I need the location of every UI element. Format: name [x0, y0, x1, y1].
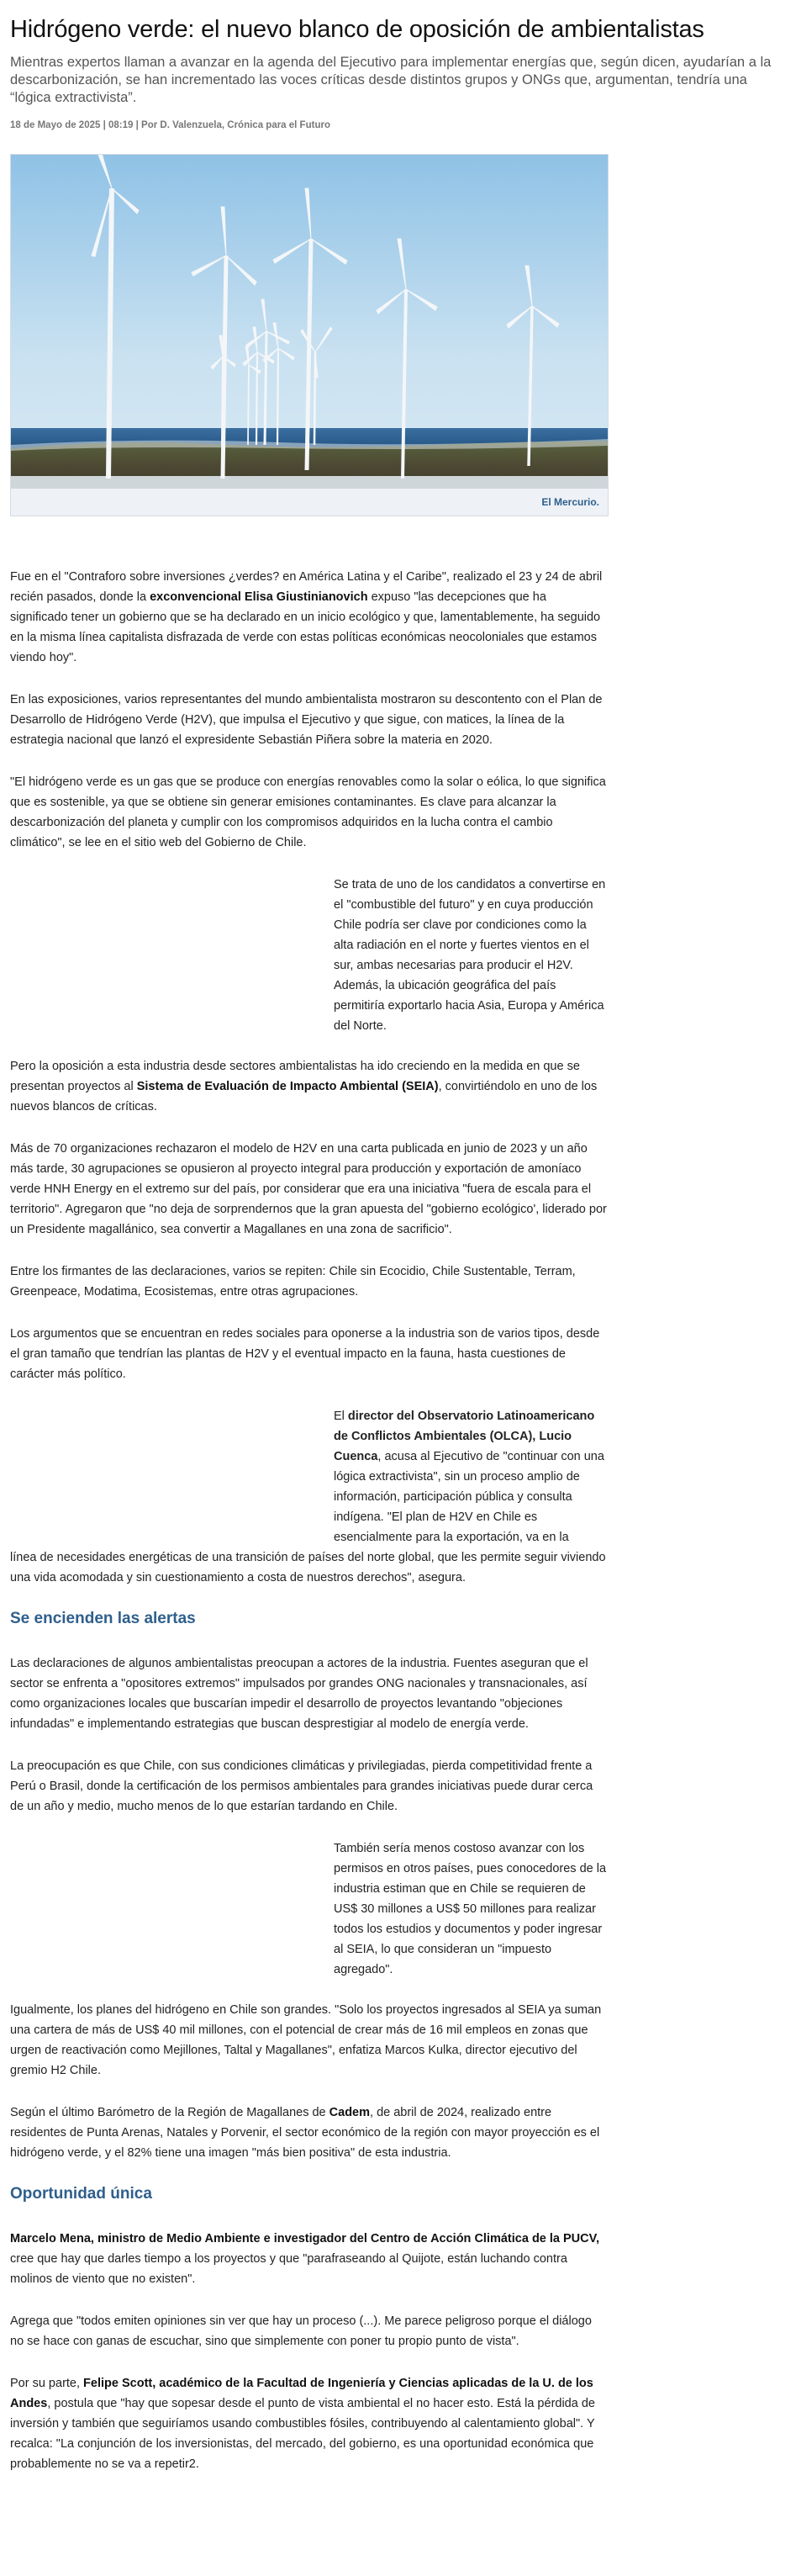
wind-farm-photo — [11, 155, 608, 489]
article-subtitle: Mientras expertos llaman a avanzar en la agenda del Ejecutivo para implementar energías que, según dicen, ayudarían a la descarbonización, se han incrementado las voces críticas desde distintos grupos y ONGs que, argumentan, tendría una “lógica extractivista”. — [10, 55, 772, 105]
paragraph: La preocupación es que Chile, con sus condiciones climáticas y privilegiadas, pierda competitividad frente a Perú o Brasil, donde la certificación de los permisos ambientales para grandes iniciativas puede durar cerca de un año y medio, mucho menos de lo que estarían tardando en Chile. — [10, 1759, 593, 1813]
paragraph: Según el último Barómetro de la Región de Magallanes de Cadem, de abril de 2024, realizado entre residentes de Punta Arenas, Natales y Porvenir, el sector económico de la región con mayor proyección es el hidrógeno verde, y el 82% tiene una imagen "más bien positiva" de esta industria. — [10, 2106, 600, 2160]
paragraph: Agrega que "todos emiten opiniones sin ver que hay un proceso (...). Me parece peligroso porque el diálogo no se hace con ganas de escuchar, sino que simplemente con poner tu propio punto de vista". — [10, 2314, 592, 2348]
section-heading: Oportunidad única — [10, 2185, 152, 2203]
paragraph: Fue en el "Contraforo sobre inversiones ¿verdes? en América Latina y el Caribe", realizado el 23 y 24 de abril recién pasados, donde la exconvencional Elisa Giustinianovich expuso "las decepciones que ha significado tener un gobierno que se ha declarado en un inicio ecológico y que, lamentablemente, ha seguido en la misma línea capitalista disfrazada de verde con estas políticas económicas neocoloniales que estamos viendo hoy". — [10, 570, 603, 664]
paragraph: Marcelo Mena, ministro de Medio Ambiente e investigador del Centro de Acción Climática de la PUCV, cree que hay que darles tiempo a los proyectos y que "parafraseando al Quijote, están luchando contra molinos de viento que no existen". — [10, 2232, 599, 2286]
paragraph: El director del Observatorio Latinoamericano de Conflictos Ambientales (OLCA), Lucio Cuenca, acusa al Ejecutivo de "continuar con una lógica extractivista", sin un proceso amplio de información, participación pública y consulta indígena. "El plan de H2V en Chile es esencialmente para la exportación, va en la línea de necesidades energéticas de una transición de países del norte global, que les permite seguir viviendo una vida acomodada y sin cuestionamiento a costa de nuestros derechos", asegura. — [10, 1410, 606, 1584]
paragraph: Más de 70 organizaciones rechazaron el modelo de H2V en una carta publicada en junio de 2023 y un año más tarde, 30 agrupaciones se opusieron al proyecto integral para producción y exportación de amoníaco verde HNH Energy en el extremo sur del país, por considerar que era una iniciativa "fuera de escala para el territorio". Agregaron que "no deja de sorprendernos que la gran apuesta del "gobierno ecológico', liderado por un Presidente magallánico, sea convertir a Magallanes en una zona de sacrificio". — [10, 1142, 607, 1236]
pull-quote: También sería menos costoso avanzar con los permisos en otros países, pues conocedores de la industria estiman que en Chile se requieren de US$ 30 millones a US$ 50 millones para realizar todos los estudios y documentos y poder ingresar al SEIA, lo que consideran un "impuesto agregado". — [334, 1842, 607, 1976]
paragraph: Entre los firmantes de las declaraciones, varios se repiten: Chile sin Ecocidio, Chile Sustentable, Terram, Greenpeace, Modatima, Ecosistemas, entre otras agrupaciones. — [10, 1265, 576, 1299]
paragraph: Por su parte, Felipe Scott, académico de la Facultad de Ingeniería y Ciencias aplicadas de la U. de los Andes, postula que "hay que sopesar desde el punto de vista ambiental el no hacer esto. Está la pérdida de inversión y también que seguiríamos usando combustibles fósiles, contribuyendo al calentamiento global". Y recalca: "La conjunción de los inversionistas, del mercado, del gobierno, es una oportunidad económica que probablemente no se va a repetir2. — [10, 2377, 595, 2471]
image-caption: El Mercurio. — [11, 489, 608, 516]
paragraph: "El hidrógeno verde es un gas que se produce con energías renovables como la solar o eólica, lo que significa que es sostenible, ya que se obtiene sin generar emisiones contaminantes. Es clave para alcanzar la descarbonización del planeta y cumplir con los compromisos adquiridos en la lucha contra el cambio climático", se lee en el sitio web del Gobierno de Chile. — [10, 775, 606, 849]
paragraph: Igualmente, los planes del hidrógeno en Chile son grandes. "Solo los proyectos ingresados al SEIA ya suman una cartera de más de US$ 40 mil millones, con el potencial de crear más de 16 mil empleos en zonas que urgen de reactivación como Mejillones, Taltal y Magallanes", enfatiza Marcos Kulka, director ejecutivo del gremio H2 Chile. — [10, 2003, 602, 2077]
paragraph: En las exposiciones, varios representantes del mundo ambientalista mostraron su descontento con el Plan de Desarrollo de Hidrógeno Verde (H2V), que impulsa el Ejecutivo y que sigue, con matices, la línea de la estrategia nacional que lanzó el expresidente Sebastián Piñera sobre la materia en 2020. — [10, 693, 603, 747]
article-figure — [10, 154, 609, 516]
paragraph: Las declaraciones de algunos ambientalistas preocupan a actores de la industria. Fuentes aseguran que el sector se enfrenta a "opositores extremos" impulsados por grandes ONG nacionales y transnacionales, así como organizaciones locales que buscarían impedir el desarrollo de proyectos levantando "objeciones infundadas" e implementando estrategias que buscan desprestigiar al modelo de energía verde. — [10, 1657, 588, 1731]
article-title: Hidrógeno verde: el nuevo blanco de oposición de ambientalistas — [10, 16, 704, 43]
article-byline: 18 de Mayo de 2025 | 08:19 | Por D. Valenzuela, Crónica para el Futuro — [10, 120, 330, 130]
section-heading: Se encienden las alertas — [10, 1610, 196, 1627]
paragraph: Pero la oposición a esta industria desde sectores ambientalistas ha ido creciendo en la medida en que se presentan proyectos al Sistema de Evaluación de Impacto Ambiental (SEIA), convirtiéndolo en uno de los nuevos blancos de críticas. — [10, 1060, 598, 1113]
paragraph: Los argumentos que se encuentran en redes sociales para oponerse a la industria son de varios tipos, desde el gran tamaño que tendrían las plantas de H2V y el eventual impacto en la fauna, hasta cuestiones de carácter más político. — [10, 1327, 600, 1381]
pull-quote: Se trata de uno de los candidatos a convertirse en el "combustible del futuro" y en cuya producción Chile podría ser clave por condiciones como la alta radiación en el norte y fuertes vientos en el sur, ambas necesarias para producir el H2V. Además, la ubicación geográfica del país permitiría exportarlo hacia Asia, Europa y América del Norte. — [334, 878, 606, 1033]
